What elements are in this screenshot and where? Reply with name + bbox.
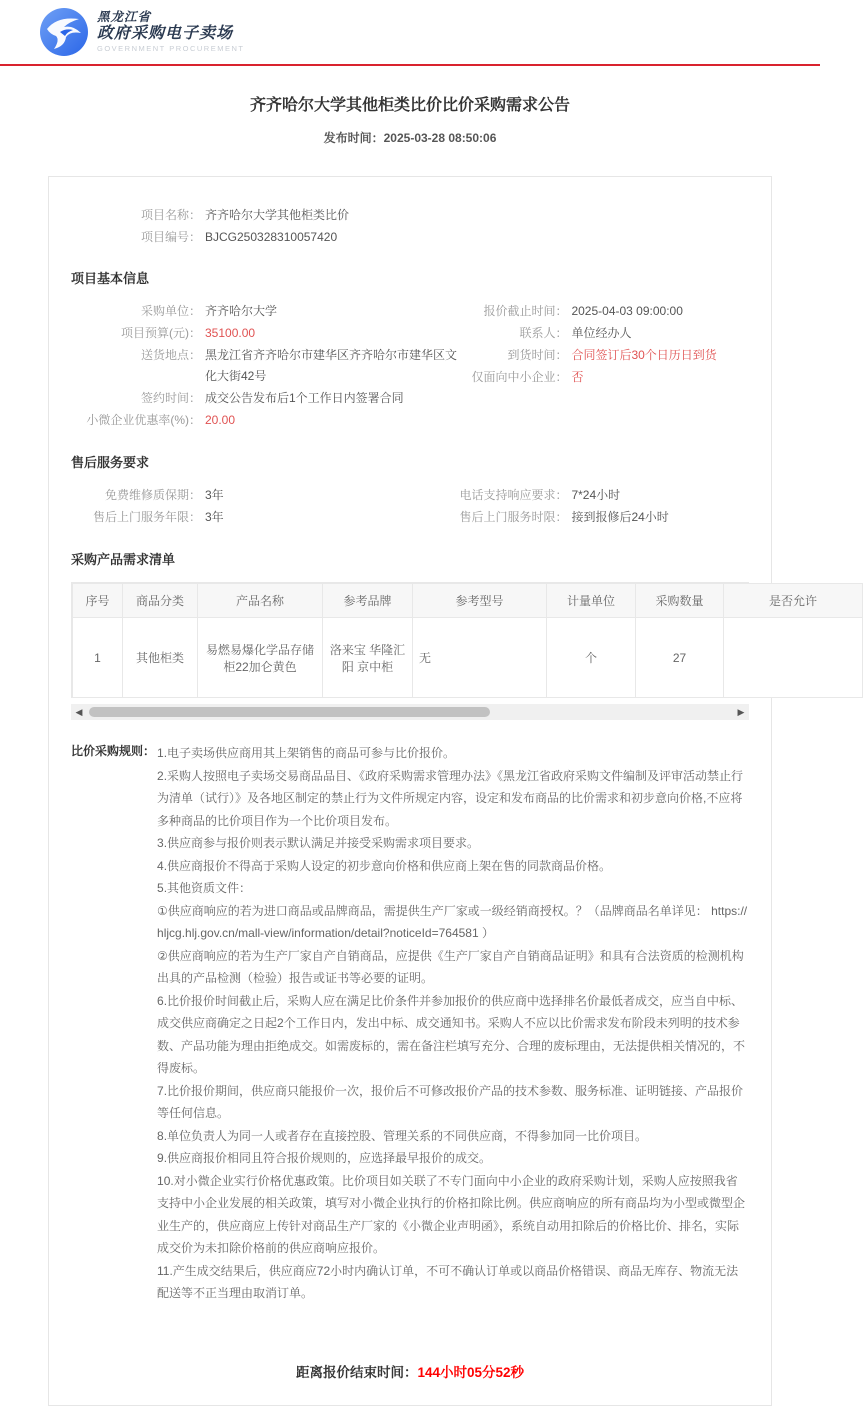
field-label: 报价截止时间： (483, 304, 568, 318)
site-header (0, 0, 820, 66)
after-sales-left-column (71, 485, 457, 529)
countdown-label: 距离报价结束时间： (295, 1364, 418, 1380)
table-column-header: 参考型号 (413, 584, 547, 618)
field-row (457, 345, 749, 366)
section-after-sales: 售后服务要求 (71, 455, 150, 470)
section-basic-info: 项目基本信息 (71, 271, 150, 286)
site-logo[interactable] (40, 8, 244, 56)
field-label: 项目预算(元)： (121, 326, 201, 340)
field-value: 否 (571, 370, 584, 384)
scroll-right-icon[interactable]: ▶ (737, 707, 745, 717)
field-row (71, 301, 457, 322)
section-product-list: 采购产品需求清单 (71, 552, 176, 567)
main-content (0, 92, 820, 1406)
project-fields (71, 205, 749, 248)
table-row (73, 618, 863, 698)
quote-countdown (71, 1361, 749, 1381)
field-label: 售后上门服务时限： (459, 510, 568, 524)
price-comparison-rules (71, 742, 749, 1305)
announcement-title: 齐齐哈尔大学其他柜类比价比价采购需求公告 (249, 97, 570, 114)
publish-time-line (0, 129, 820, 146)
product-table-wrap (71, 582, 817, 698)
field-row (457, 485, 749, 506)
basic-info-left-column (71, 301, 457, 432)
rules-label: 比价采购规则： (71, 744, 156, 758)
table-cell: 洛来宝 华隆汇阳 京中柜 (323, 618, 413, 698)
rule-item: 3.供应商参与报价则表示默认满足并接受采购需求项目要求。 (157, 836, 480, 850)
rule-item: ①供应商响应的若为进口商品或品牌商品，需提供生产厂家或一级经销商授权。？（品牌商品名单详见： https://hljcg.hlj.gov.cn/mall-view/information/detail?noticeId=764581 ） (157, 903, 748, 940)
field-value: 齐齐哈尔大学其他柜类比价 (205, 208, 350, 222)
scrollbar-track[interactable] (87, 706, 733, 718)
table-column-header: 商品分类 (123, 584, 198, 618)
field-row (457, 507, 749, 528)
field-label: 到货时间： (507, 348, 568, 362)
field-row (457, 367, 749, 388)
field-label: 送货地点： (140, 348, 201, 362)
field-label: 免费维修质保期： (104, 488, 201, 502)
table-cell: 易燃易爆化学品存储柜22加仑黄色 (198, 618, 323, 698)
field-row (457, 301, 749, 322)
field-value: 合同签订后30个日历日到货 (571, 348, 717, 362)
field-label: 采购单位： (140, 304, 201, 318)
field-value: 接到报修后24小时 (571, 510, 669, 524)
table-cell (724, 618, 863, 698)
logo-text (97, 10, 244, 53)
rule-item: 4.供应商报价不得高于采购人设定的初步意向价格和供应商上架在售的同款商品价格。 (157, 858, 612, 873)
table-column-header: 是否允许 (724, 584, 863, 618)
table-column-header: 产品名称 (198, 584, 323, 618)
field-label: 小微企业优惠率(%)： (86, 413, 201, 427)
table-cell: 其他柜类 (123, 618, 198, 698)
field-label: 联系人： (519, 326, 568, 340)
logo-dragon-icon (40, 8, 88, 56)
table-column-header: 采购数量 (636, 584, 724, 618)
rule-item: 8.单位负责人为同一人或者存在直接控股、管理关系的不同供应商，不得参加同一比价项目。 (157, 1128, 648, 1143)
field-value: 3年 (205, 488, 224, 502)
table-column-header: 计量单位 (547, 584, 636, 618)
rules-text (155, 742, 749, 1305)
field-row (71, 485, 457, 506)
field-row (71, 227, 749, 248)
field-row (71, 507, 457, 528)
after-sales-right-column (457, 485, 749, 529)
rule-item: 5.其他资质文件： (157, 881, 252, 895)
table-column-header: 参考品牌 (323, 584, 413, 618)
field-value: 黑龙江省齐齐哈尔市建华区齐齐哈尔市建华区文化大街42号 (205, 348, 458, 383)
basic-info-right-column (457, 301, 749, 432)
announcement-body (48, 176, 817, 1406)
logo-region: 黑龙江省 (97, 10, 152, 25)
field-label: 售后上门服务年限： (92, 510, 201, 524)
rule-item: 9.供应商报价相同且符合报价规则的，应选择最早报价的成交。 (157, 1151, 492, 1165)
publish-time-label: 发布时间： (323, 131, 384, 145)
field-label: 项目编号： (140, 230, 201, 244)
rule-item: 2.采购人按照电子卖场交易商品品目、《政府采购需求管理办法》《黑龙江省政府采购文件编制及评审活动禁止行为清单（试行）》及各地区制定的禁止行为文件所规定内容，设定和发布商品的比价需求和初步意向价格,不应将多种商品的比价项目作为一个比价项目发布。 (157, 768, 744, 828)
field-row (71, 388, 457, 409)
rule-item: 7.比价报价期间，供应商只能报价一次，报价后不可修改报价产品的技术参数、服务标准、证明链接、产品报价等任何信息。 (157, 1083, 744, 1120)
field-value: 2025-04-03 09:00:00 (571, 304, 683, 318)
scroll-left-icon[interactable]: ◀ (75, 707, 83, 717)
field-value: 成交公告发布后1个工作日内签署合同 (205, 391, 404, 405)
publish-time-value: 2025-03-28 08:50:06 (383, 131, 497, 145)
table-cell: 27 (636, 618, 724, 698)
table-column-header: 序号 (73, 584, 123, 618)
table-header-row (73, 584, 863, 618)
logo-title: 政府采购电子卖场 (97, 24, 234, 42)
field-label: 电话支持响应要求： (459, 488, 568, 502)
field-label: 签约时间： (140, 391, 201, 405)
table-body (73, 618, 863, 698)
rule-item: 1.电子卖场供应商用其上架销售的商品可参与比价报价。 (157, 746, 456, 760)
rule-item: 11.产生成交结果后，供应商应72小时内确认订单，不可不确认订单或以商品价格错误、商品无库存、物流无法配送等不正当理由取消订单。 (157, 1263, 739, 1300)
rule-item: 6.比价报价时间截止后，采购人应在满足比价条件并参加报价的供应商中选择排名价最低者成交，应当自中标、成交供应商确定之日起2个工作日内，发出中标、成交通知书。采购人不应以比价需求发布阶段未列明的技术参数、产品功能为理由拒绝成交。如需废标的，需在备注栏填写充分、合理的废标理由，无法提供相关情况的，不得废标。 (157, 993, 746, 1075)
field-row (71, 410, 457, 431)
field-value: 7*24小时 (571, 488, 621, 502)
field-label: 仅面向中小企业： (471, 370, 568, 384)
product-table (72, 583, 863, 698)
rule-item: 10.对小微企业实行价格优惠政策。比价项目如关联了不专门面向中小企业的政府采购计划，采购人应按照我省支持中小企业发展的相关政策，填写对小微企业执行的价格扣除比例。供应商响应的所有商品均为小型或微型企业生产的，供应商应上传针对商品生产厂家的《小微企业声明函》，系统自动用扣除后的价格比价、排名，实际成交价为未扣除价格前的供应商响应报价。 (157, 1173, 746, 1255)
table-cell: 无 (413, 618, 547, 698)
table-cell: 1 (73, 618, 123, 698)
field-value: 20.00 (205, 413, 236, 427)
countdown-value: 144小时05分52秒 (417, 1364, 525, 1380)
field-value: 35100.00 (205, 326, 256, 340)
field-value: BJCG250328310057420 (205, 230, 338, 244)
scrollbar-thumb[interactable] (89, 707, 490, 717)
field-value: 单位经办人 (571, 326, 632, 340)
logo-subtitle-en: GOVERNMENT PROCUREMENT (97, 44, 245, 54)
rule-item: ②供应商响应的若为生产厂家自产自销商品，应提供《生产厂家自产自销商品证明》和具有合法资质的检测机构出具的产品检测（检验）报告或证书等必要的证明。 (157, 948, 744, 985)
field-row (71, 323, 457, 344)
table-cell: 个 (547, 618, 636, 698)
field-value: 3年 (205, 510, 224, 524)
field-row (71, 205, 749, 226)
field-row (71, 345, 457, 387)
field-value: 齐齐哈尔大学 (205, 304, 278, 318)
table-horizontal-scrollbar[interactable] (71, 704, 749, 720)
field-label: 项目名称： (140, 208, 201, 222)
field-row (457, 323, 749, 344)
